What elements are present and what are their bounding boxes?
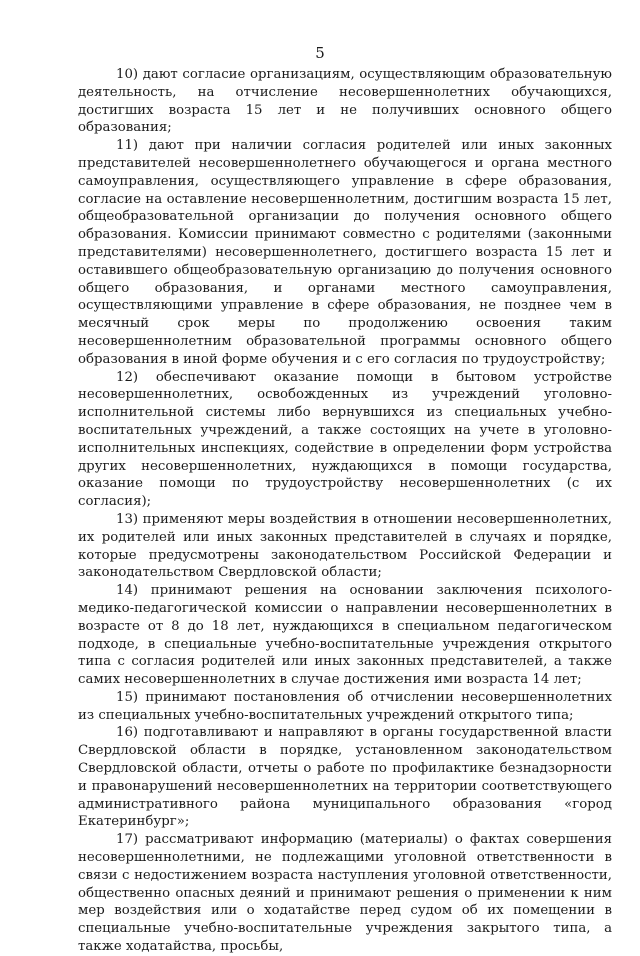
paragraph-item-16: 16) подготавливают и направляют в органы государственной власти Свердловской области в порядке, установленном законодательством Свердловской области, отчеты о работе по профилактике безнадзорности и правонарушений несовершеннолетних на территории соответствующего административного района муниципального образования «город Екатеринбург»; [78,725,612,830]
page-number: 5 [315,44,325,62]
paragraph-item-17: 17) рассматривают информацию (материалы) о фактах совершения несовершеннолетними, не подлежащими уголовной ответственности в связи с недостижением возраста наступления уголовной ответственности, общественно опасных деяний и принимают решения о применении к ним мер воздействия или о ходатайстве перед судом об их помещении в специальные учебно-воспитательные учреждения закрытого типа, а также ходатайства, просьбы, [78,832,612,955]
document-body [78,66,612,956]
paragraph-item-14: 14) принимают решения на основании заключения психолого-медико-педагогической комиссии о направлении несовершеннолетних в возрасте от 8 до 18 лет, нуждающихся в специальном педагогическом подходе, в специальные учебно-воспитательные учреждения открытого типа с согласия родителей или иных законных представителей, а также самих несовершеннолетних в случае достижения ими возраста 14 лет; [78,583,612,688]
paragraph-item-15: 15) принимают постановления об отчислении несовершеннолетних из специальных учебно-воспитательных учреждений открытого типа; [78,689,612,723]
paragraph-item-13: 13) применяют меры воздействия в отношении несовершеннолетних, их родителей или иных законных представителей в случаях и порядке, которые предусмотрены законодательством Российской Федерации и законодательством Свердловской области; [78,511,612,581]
paragraph-item-11: 11) дают при наличии согласия родителей или иных законных представителей несовершеннолетнего обучающегося и органа местного самоуправления, осуществляющего управление в сфере образования, согласие на оставление несовершеннолетним, достигшим возраста 15 лет, общеобразовательной организации до получения основного общего образования. Комиссии принимают совместно с родителями (законными представителями) несовершеннолетнего, достигшего возраста 15 лет и оставившего общеобразовательную организацию до получения основного общего образования, и органами местного самоуправления, осуществляющими управление в сфере образования, не позднее чем в месячный срок меры по продолжению освоения таким несовершеннолетним образовательной программы основного общего образования в иной форме обучения и с его согласия по трудоустройству; [78,138,612,367]
paragraph-item-12: 12) обеспечивают оказание помощи в бытовом устройстве несовершеннолетних, освобожденных из учреждений уголовно-исполнительной системы либо вернувшихся из специальных учебно-воспитательных учреждений, а также состоящих на учете в уголовно-исполнительных инспекциях, содействие в определении форм устройства других несовершеннолетних, нуждающихся в помощи государства, оказание помощи по трудоустройству несовершеннолетних (с их согласия); [78,369,612,510]
paragraph-item-10: 10) дают согласие организациям, осуществляющим образовательную деятельность, на отчисление несовершеннолетних обучающихся, достигших возраста 15 лет и не получивших основного общего образования; [78,67,612,136]
